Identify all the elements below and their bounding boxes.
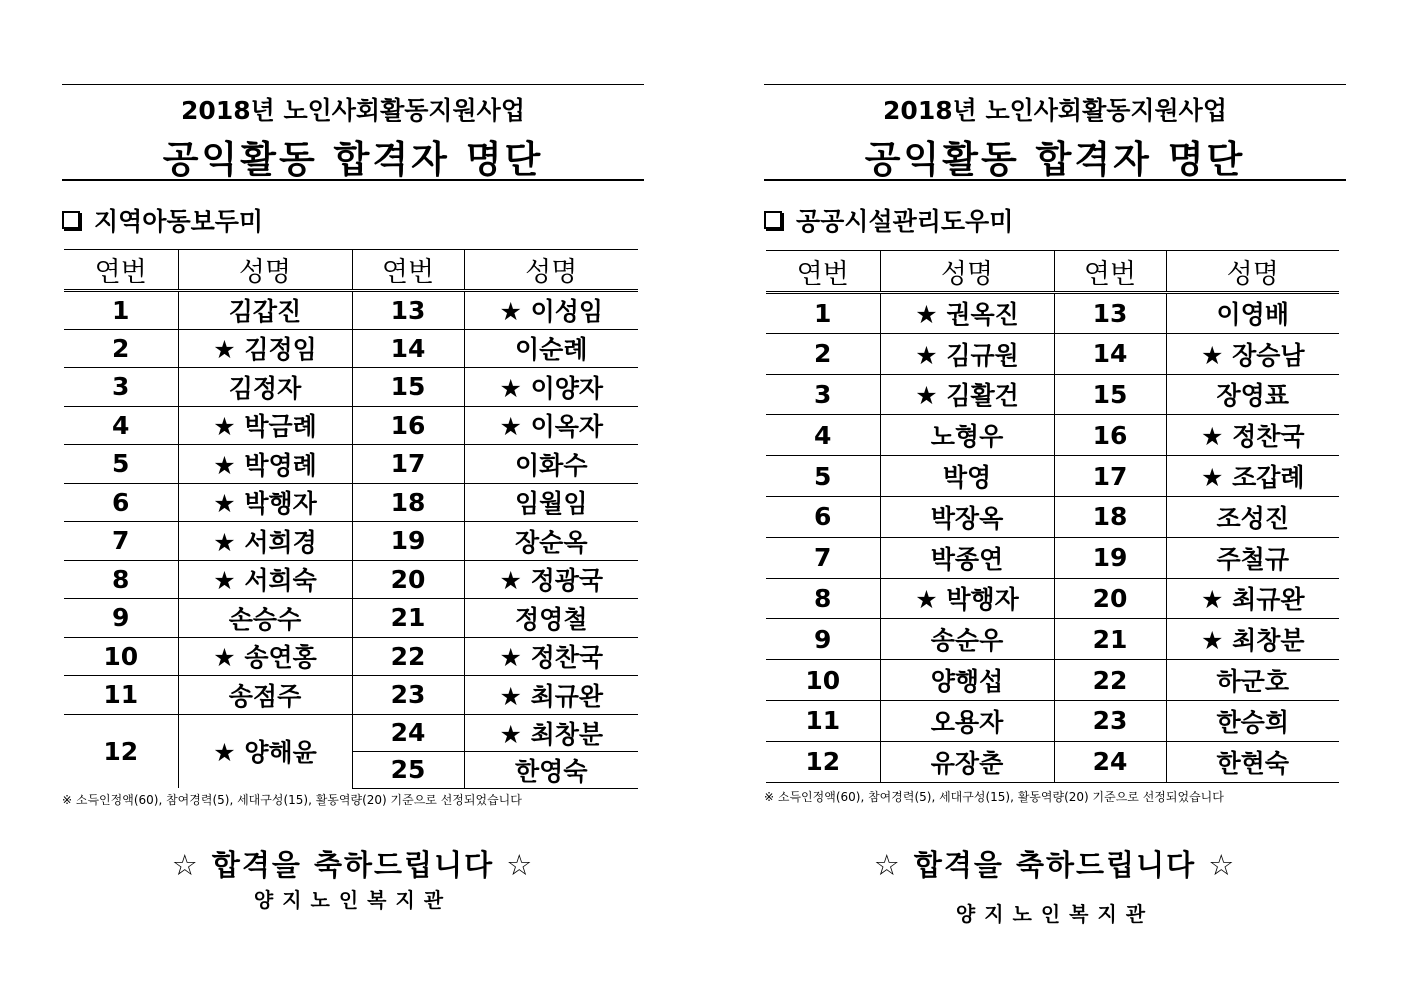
section-heading xyxy=(764,202,1013,238)
member-name: ★ 권옥진 xyxy=(880,293,1054,334)
member-name: 오용자 xyxy=(880,700,1054,741)
row-number: 19 xyxy=(352,522,464,561)
member-name: 이순례 xyxy=(464,329,638,368)
table-row xyxy=(766,374,1339,415)
column-header-name: 성명 xyxy=(880,251,1054,293)
table-row xyxy=(766,293,1339,334)
table-row xyxy=(64,368,638,407)
member-name: 하군호 xyxy=(1166,660,1339,701)
member-name: 박영 xyxy=(880,456,1054,497)
row-number: 6 xyxy=(766,496,880,537)
row-number: 15 xyxy=(1054,374,1166,415)
row-number: 10 xyxy=(766,660,880,701)
row-number: 21 xyxy=(1054,619,1166,660)
member-name: 한영숙 xyxy=(464,751,638,788)
member-name: 장영표 xyxy=(1166,374,1339,415)
table-row xyxy=(766,415,1339,456)
table-row xyxy=(64,483,638,522)
table-row xyxy=(64,676,638,715)
row-number: 7 xyxy=(64,522,178,561)
table-row xyxy=(766,333,1339,374)
member-name: 임월임 xyxy=(464,483,638,522)
member-name: 정영철 xyxy=(464,599,638,638)
row-number: 2 xyxy=(766,333,880,374)
table-row xyxy=(64,445,638,484)
row-number: 25 xyxy=(352,751,464,788)
page-subtitle: 2018년 노인사회활동지원사업 xyxy=(181,96,525,125)
checkbox-icon xyxy=(764,211,782,229)
row-number: 12 xyxy=(766,741,880,782)
row-number: 7 xyxy=(766,537,880,578)
column-header-name: 성명 xyxy=(464,250,638,291)
section-heading xyxy=(62,202,263,238)
table-row xyxy=(64,560,638,599)
page-subtitle: 2018년 노인사회활동지원사업 xyxy=(883,96,1227,125)
row-number: 5 xyxy=(64,445,178,484)
row-number: 10 xyxy=(64,637,178,676)
row-number: 20 xyxy=(352,560,464,599)
row-number: 15 xyxy=(352,368,464,407)
member-name: 한현숙 xyxy=(1166,741,1339,782)
row-number: 4 xyxy=(766,415,880,456)
table-row xyxy=(766,578,1339,619)
organization-name: 양지노인복지관 xyxy=(253,888,453,912)
row-number: 12 xyxy=(64,714,178,788)
column-header-number: 연번 xyxy=(352,250,464,291)
member-name: ★ 김규원 xyxy=(880,333,1054,374)
row-number: 14 xyxy=(1054,333,1166,374)
member-name: ★ 김정임 xyxy=(178,329,352,368)
row-number: 16 xyxy=(352,406,464,445)
roster-body xyxy=(766,293,1339,783)
table-row xyxy=(64,714,638,751)
table-row xyxy=(64,599,638,638)
member-name: ★ 조갑례 xyxy=(1166,456,1339,497)
member-name: ★ 박영례 xyxy=(178,445,352,484)
member-name: ★ 박금례 xyxy=(178,406,352,445)
table-row xyxy=(64,637,638,676)
member-name: 이영배 xyxy=(1166,293,1339,334)
selection-note: ※ 소득인정액(60), 참여경력(5), 세대구성(15), 활동역량(20) 기준으로 선정되었습니다 xyxy=(764,790,1224,804)
section-title: 공공시설관리도우미 xyxy=(796,207,1014,236)
selection-note: ※ 소득인정액(60), 참여경력(5), 세대구성(15), 활동역량(20) 기준으로 선정되었습니다 xyxy=(62,793,522,807)
member-name: 조성진 xyxy=(1166,496,1339,537)
row-number: 11 xyxy=(64,676,178,715)
member-name: 유장춘 xyxy=(880,741,1054,782)
row-number: 19 xyxy=(1054,537,1166,578)
member-name: 김갑진 xyxy=(178,291,352,330)
member-name: ★ 최규완 xyxy=(464,676,638,715)
row-number: 21 xyxy=(352,599,464,638)
row-number: 17 xyxy=(352,445,464,484)
column-header-name: 성명 xyxy=(1166,251,1339,293)
row-number: 1 xyxy=(64,291,178,330)
row-number: 1 xyxy=(766,293,880,334)
congrats-message: ☆ 합격을 축하드립니다 ☆ xyxy=(873,848,1237,882)
member-name: ★ 정광국 xyxy=(464,560,638,599)
table-row xyxy=(64,522,638,561)
row-number: 3 xyxy=(766,374,880,415)
row-number: 11 xyxy=(766,700,880,741)
row-number: 24 xyxy=(352,714,464,751)
member-name: ★ 정찬국 xyxy=(1166,415,1339,456)
roster-table xyxy=(64,249,638,789)
row-number: 20 xyxy=(1054,578,1166,619)
table-row xyxy=(64,406,638,445)
member-name: 박장옥 xyxy=(880,496,1054,537)
table-row xyxy=(64,329,638,368)
member-name: 노형우 xyxy=(880,415,1054,456)
row-number: 4 xyxy=(64,406,178,445)
roster-body xyxy=(64,291,638,789)
member-name: ★ 최창분 xyxy=(464,714,638,751)
table-row xyxy=(64,291,638,330)
member-name: ★ 양해윤 xyxy=(178,714,352,788)
row-number: 24 xyxy=(1054,741,1166,782)
member-name: ★ 송연홍 xyxy=(178,637,352,676)
row-number: 8 xyxy=(766,578,880,619)
member-name: 손승수 xyxy=(178,599,352,638)
member-name: ★ 김활건 xyxy=(880,374,1054,415)
column-header-number: 연번 xyxy=(64,250,178,291)
member-name: ★ 서희숙 xyxy=(178,560,352,599)
row-number: 5 xyxy=(766,456,880,497)
table-row xyxy=(766,741,1339,782)
row-number: 18 xyxy=(1054,496,1166,537)
member-name: 장순옥 xyxy=(464,522,638,561)
column-header-name: 성명 xyxy=(178,250,352,291)
member-name: ★ 최규완 xyxy=(1166,578,1339,619)
row-number: 2 xyxy=(64,329,178,368)
member-name: 박종연 xyxy=(880,537,1054,578)
table-row xyxy=(766,660,1339,701)
row-number: 18 xyxy=(352,483,464,522)
row-number: 17 xyxy=(1054,456,1166,497)
member-name: ★ 이양자 xyxy=(464,368,638,407)
row-number: 3 xyxy=(64,368,178,407)
member-name: 한승희 xyxy=(1166,700,1339,741)
member-name: ★ 최창분 xyxy=(1166,619,1339,660)
page-header xyxy=(62,84,644,181)
row-number: 9 xyxy=(766,619,880,660)
row-number: 23 xyxy=(352,676,464,715)
member-name: 양행섭 xyxy=(880,660,1054,701)
checkbox-icon xyxy=(62,211,80,229)
row-number: 22 xyxy=(352,637,464,676)
row-number: 13 xyxy=(1054,293,1166,334)
column-header-number: 연번 xyxy=(766,251,880,293)
table-row xyxy=(766,619,1339,660)
member-name: ★ 박행자 xyxy=(178,483,352,522)
table-row xyxy=(766,537,1339,578)
page-title: 공익활동 합격자 명단 xyxy=(162,138,544,181)
page-title: 공익활동 합격자 명단 xyxy=(864,138,1246,181)
table-row xyxy=(766,496,1339,537)
column-header-number: 연번 xyxy=(1054,251,1166,293)
row-number: 13 xyxy=(352,291,464,330)
row-number: 14 xyxy=(352,329,464,368)
table-row xyxy=(766,456,1339,497)
member-name: 주철규 xyxy=(1166,537,1339,578)
member-name: 김정자 xyxy=(178,368,352,407)
section-title: 지역아동보두미 xyxy=(94,207,264,236)
table-row xyxy=(766,700,1339,741)
row-number: 23 xyxy=(1054,700,1166,741)
row-number: 8 xyxy=(64,560,178,599)
roster-table xyxy=(766,250,1339,783)
organization-name: 양지노인복지관 xyxy=(955,902,1155,926)
member-name: ★ 박행자 xyxy=(880,578,1054,619)
member-name: ★ 이옥자 xyxy=(464,406,638,445)
member-name: ★ 서희경 xyxy=(178,522,352,561)
row-number: 16 xyxy=(1054,415,1166,456)
member-name: ★ 정찬국 xyxy=(464,637,638,676)
member-name: ★ 장승남 xyxy=(1166,333,1339,374)
page-header xyxy=(764,84,1346,181)
row-number: 22 xyxy=(1054,660,1166,701)
member-name: 송점주 xyxy=(178,676,352,715)
row-number: 9 xyxy=(64,599,178,638)
row-number: 6 xyxy=(64,483,178,522)
congrats-message: ☆ 합격을 축하드립니다 ☆ xyxy=(171,848,535,882)
member-name: ★ 이성임 xyxy=(464,291,638,330)
member-name: 이화수 xyxy=(464,445,638,484)
member-name: 송순우 xyxy=(880,619,1054,660)
